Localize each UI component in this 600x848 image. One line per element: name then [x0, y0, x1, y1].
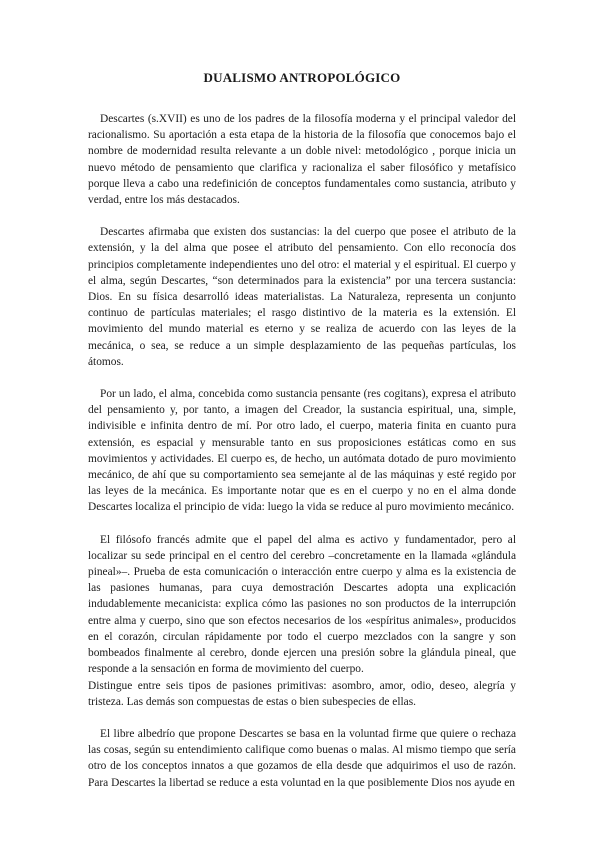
paragraph-intro: Descartes (s.XVII) es uno de los padres de la filosofía moderna y el principal valedor del racionalismo. Su aportación a esta etapa de la historia de la filosofía que conocemos bajo el nombre de modernidad resulta relevante a un doble nivel: metodológico , porque inicia un nuevo método de pensamiento que clarifica y racionaliza el saber filosófico y metafísico porque lleva a cabo una redefinición de conceptos fundamentales como sustancia, atributo y verdad, entre los más destacados.	[88, 113, 516, 207]
paragraph-passions: Distingue entre seis tipos de pasiones primitivas: asombro, amor, odio, deseo, alegría y tristeza. Las demás son compuestas de estas o bien subespecies de ellas.	[88, 679, 516, 708]
paragraph-soul-body: Por un lado, el alma, concebida como sustancia pensante (res cogitans), expresa el atributo del pensamiento y, por tanto, a imagen del Creador, la sustancia espiritual, una, simple, indivisible e infinita dentro de mí. Por otro lado, el cuerpo, materia finita en cuanto pura extensión, es espacial y mensurable tanto en sus proposiciones estáticas como en sus movimientos y actividades. El cuerpo es, de hecho, un autómata dotado de puro movimiento mecánico, de ahí que su comportamiento sea semejante al de las máquinas y esté regido por las leyes de la mecánica. Es importante notar que es en el cuerpo y no en el alma donde Descartes localiza el principio de vida: luego la vida se reduce al puro movimiento mecánico.	[88, 388, 516, 514]
paragraph-pineal-gland: El filósofo francés admite que el papel del alma es activo y fundamentador, pero al localizar su sede principal en el centro del cerebro –concretamente en la llamada «glándula pineal»–. Prueba de esta comunicación o interacción entre cuerpo y alma es la existencia de las pasiones humanas, para cuya demostración Descartes adopta una explicación indudablemente mecanicista: explica cómo las pasiones no son productos de la interrupción entre alma y cuerpo, sino que son efectos necesarios de los «espíritus animales», producidos en el corazón, circulan rápidamente por todo el cuerpo mezclados con la sangre y son bombeados finalmente al cerebro, donde ejercen una presión sobre la glándula pineal, que responde a la sensación en forma de movimiento del cuerpo.	[88, 533, 516, 676]
paragraph-free-will: El libre albedrío que propone Descartes se basa en la voluntad firme que quiere o rechaza las cosas, según su entendimiento califique como buenas o malas. Al mismo tiempo que sería otro de los conceptos innatos a que gozamos de ella desde que adquirimos el uso de razón. Para Descartes la libertad se reduce a esta voluntad en la que posiblemente Dios nos ayude en	[88, 727, 516, 789]
document-title: DUALISMO ANTROPOLÓGICO	[203, 70, 401, 85]
paragraph-two-substances: Descartes afirmaba que existen dos sustancias: la del cuerpo que posee el atributo de la extensión, y la del alma que posee el atributo del pensamiento. Con ello reconocía dos principios completamente independientes uno del otro: el material y el espiritual. El cuerpo y el alma, según Descartes, “son determinados para la existencia” por una tercera sustancia: Dios. En su física desarrolló ideas materialistas. La Naturaleza, representa un conjunto continuo de partículas materiales; el rasgo distintivo de la materia es la extensión. El movimiento del mundo material es eterno y se realiza de acuerdo con las leyes de la mecánica, o sea, se reduce a un simple desplazamiento de las pequeñas partículas, los átomos.	[88, 226, 516, 368]
